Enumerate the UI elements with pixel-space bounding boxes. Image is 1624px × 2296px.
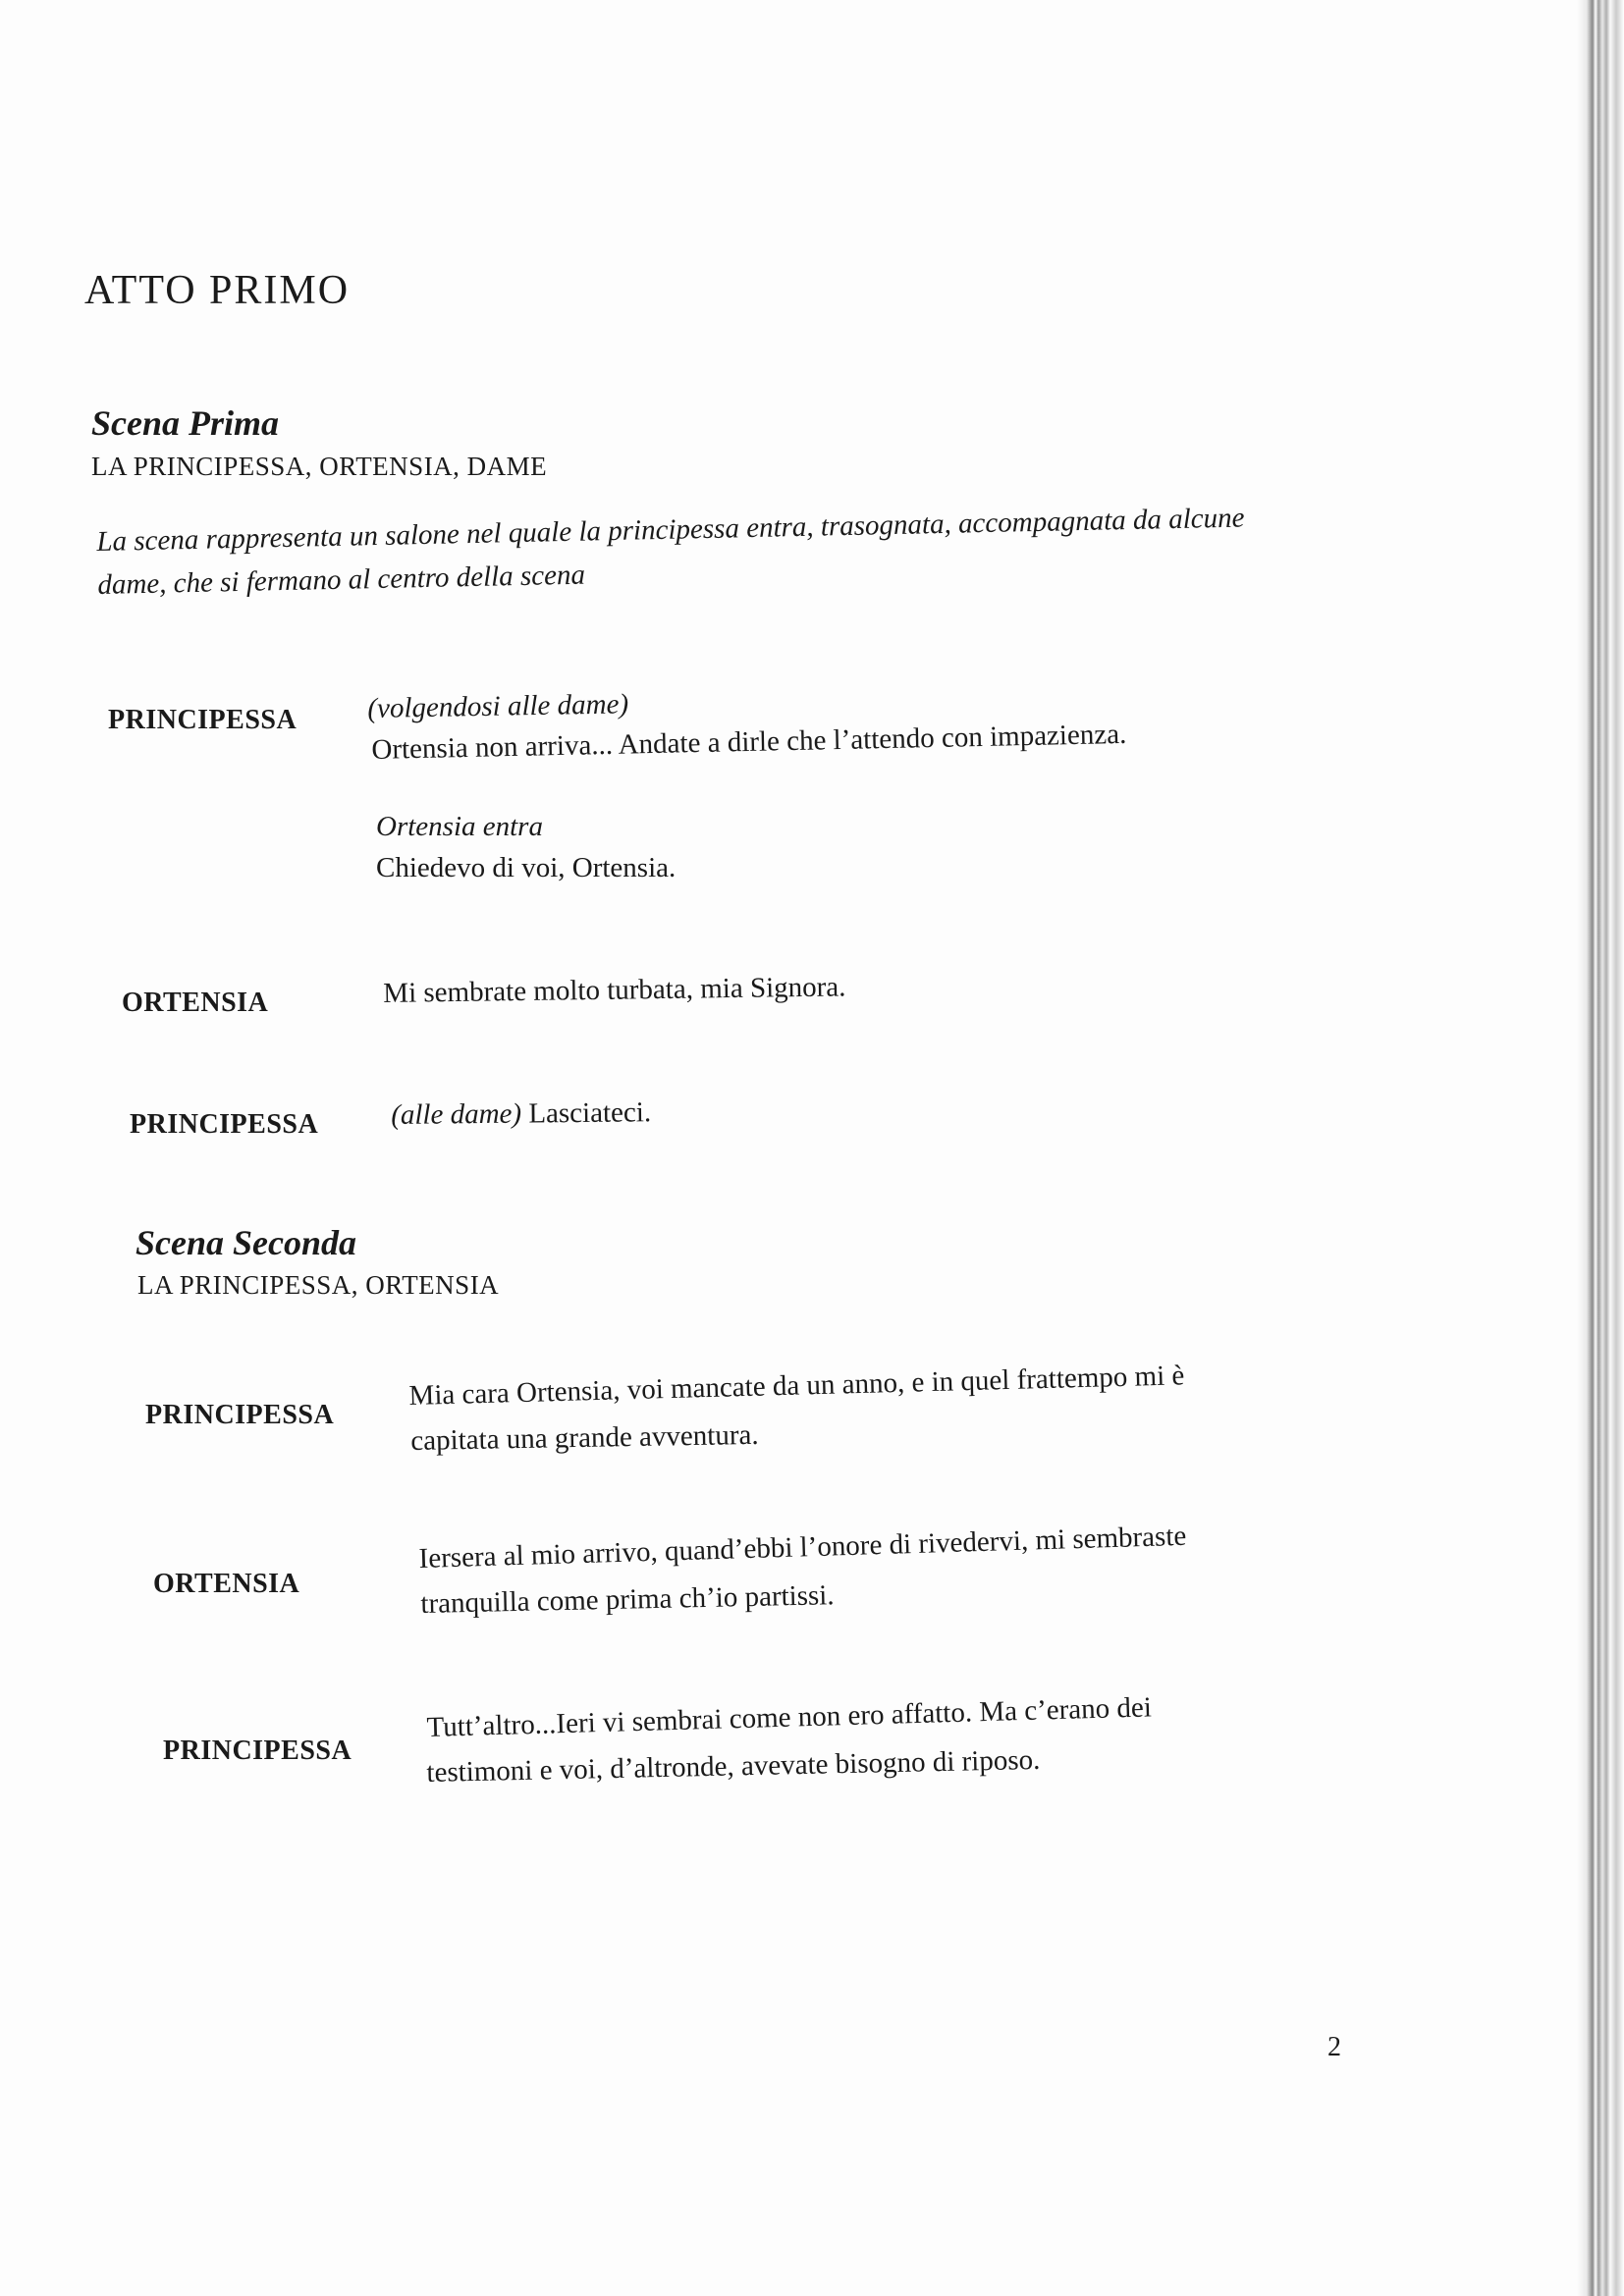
- dialogue-line: capitata una grande avventura.: [410, 1418, 759, 1457]
- dialogue-line: Mia cara Ortensia, voi mancate da un anno, e in quel frattempo mi è: [408, 1360, 1185, 1412]
- scene-title: Scena Prima: [91, 403, 280, 443]
- dialogue-line: Mi sembrate molto turbata, mia Signora.: [383, 971, 846, 1009]
- dialogue-text: Lasciateci.: [528, 1096, 652, 1130]
- page-number: 2: [1327, 2032, 1341, 2062]
- scene-title: Scena Seconda: [135, 1223, 356, 1262]
- speaker-name: PRINCIPESSA: [130, 1109, 319, 1140]
- dialogue-line: Chiedevo di voi, Ortensia.: [376, 852, 677, 883]
- act-title: ATTO PRIMO: [84, 268, 351, 313]
- dialogue-line: Iersera al mio arrivo, quand’ebbi l’onore di rivedervi, mi sembraste: [418, 1520, 1187, 1575]
- scene-characters: LA PRINCIPESSA, ORTENSIA, DAME: [91, 452, 548, 481]
- stage-direction: (alle dame): [391, 1097, 522, 1131]
- speaker-name: ORTENSIA: [122, 988, 269, 1018]
- speaker-name: PRINCIPESSA: [108, 705, 298, 735]
- dialogue-line: [391, 1091, 651, 1137]
- scene-characters: LA PRINCIPESSA, ORTENSIA: [137, 1270, 500, 1300]
- speaker-name: PRINCIPESSA: [163, 1735, 352, 1766]
- speaker-name: ORTENSIA: [153, 1569, 300, 1599]
- stage-direction: La scena rappresenta un salone nel quale la principessa entra, trasognata, accompagnata da alcune dame, che si fermano al centro della scena: [96, 502, 1245, 601]
- dialogue-line: Tutt’altro...Ieri vi sembrai come non ero affatto. Ma c’erano dei: [426, 1691, 1153, 1743]
- dialogue-line: tranquilla come prima ch’io partissi.: [420, 1579, 835, 1620]
- speaker-name: PRINCIPESSA: [145, 1400, 335, 1430]
- stage-direction: Ortensia entra: [376, 811, 543, 842]
- dialogue-line: Ortensia non arriva... Andate a dirle che l’attendo con impazienza.: [371, 718, 1127, 766]
- stage-direction: (volgendosi alle dame): [367, 688, 629, 724]
- binding-shadow: [1577, 0, 1624, 2296]
- dialogue-line: testimoni e voi, d’altronde, avevate bisogno di riposo.: [426, 1743, 1041, 1789]
